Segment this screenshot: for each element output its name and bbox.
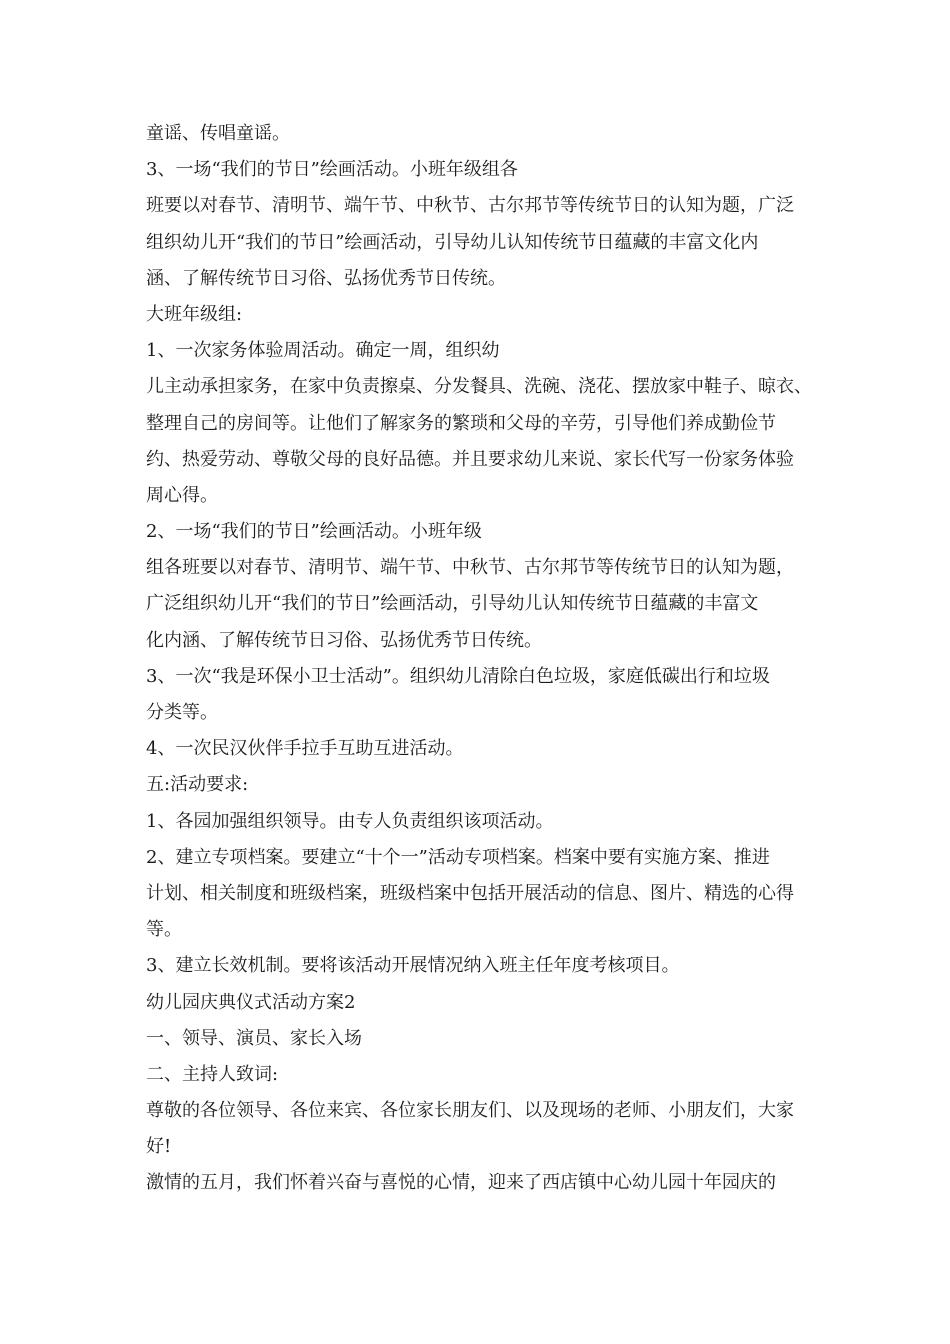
text-line: 3、一次“我是环保小卫士活动”。组织幼儿清除白色垃圾，家庭低碳出行和垃圾	[146, 665, 770, 687]
text-line: 4、一次民汉伙伴手拉手互助互进活动。	[146, 738, 464, 760]
text-line: 3、一场“我们的节日”绘画活动。小班年级组各	[146, 159, 518, 181]
text-line: 等。	[146, 919, 182, 941]
text-line: 整理自己的房间等。让他们了解家务的繁琐和父母的辛劳，引导他们养成勤俭节	[146, 412, 776, 434]
text-line: 约、热爱劳动、尊敬父母的良好品德。并且要求幼儿来说、家长代写一份家务体验	[146, 448, 794, 470]
document-subtitle: 幼儿园庆典仪式活动方案2	[146, 991, 356, 1013]
text-line: 一、领导、演员、家长入场	[146, 1027, 362, 1049]
text-line: 涵、了解传统节日习俗、弘扬优秀节日传统。	[146, 267, 506, 289]
text-line: 1、各园加强组织领导。由专人负责组织该项活动。	[146, 810, 554, 832]
text-line: 二、主持人致词:	[146, 1063, 279, 1085]
text-line: 2、一场“我们的节日”绘画活动。小班年级	[146, 521, 482, 543]
text-line: 2、建立专项档案。要建立“十个一”活动专项档案。档案中要有实施方案、推进	[146, 846, 770, 868]
text-line: 化内涵、了解传统节日习俗、弘扬优秀节日传统。	[146, 629, 542, 651]
section-heading: 五:活动要求:	[146, 774, 249, 796]
text-line: 广泛组织幼儿开“我们的节日”绘画活动，引导幼儿认知传统节日蕴藏的丰富文	[146, 593, 759, 615]
document-body	[146, 116, 816, 1202]
text-line: 1、一次家务体验周活动。确定一周，组织幼	[146, 340, 500, 362]
section-heading: 大班年级组:	[146, 303, 243, 325]
text-line: 儿主动承担家务，在家中负责擦桌、分发餐具、洗碗、浇花、摆放家中鞋子、晾衣、	[146, 376, 812, 398]
text-line: 好!	[146, 1136, 172, 1158]
text-line: 分类等。	[146, 702, 218, 723]
text-line: 组各班要以对春节、清明节、端午节、中秋节、古尔邦节等传统节日的认知为题，	[146, 557, 794, 579]
text-line: 周心得。	[146, 484, 218, 506]
text-line: 班要以对春节、清明节、端午节、中秋节、古尔邦节等传统节日的认知为题，广泛	[146, 195, 794, 217]
text-line: 组织幼儿开“我们的节日”绘画活动，引导幼儿认知传统节日蕴藏的丰富文化内	[146, 231, 759, 253]
text-line: 激情的五月，我们怀着兴奋与喜悦的心情，迎来了西店镇中心幼儿园十年园庆的	[146, 1172, 776, 1194]
text-line: 计划、相关制度和班级档案，班级档案中包括开展活动的信息、图片、精选的心得	[146, 882, 794, 904]
text-line: 3、建立长效机制。要将该活动开展情况纳入班主任年度考核项目。	[146, 955, 680, 977]
text-line: 童谣、传唱童谣。	[146, 123, 290, 144]
text-line: 尊敬的各位领导、各位来宾、各位家长朋友们、以及现场的老师、小朋友们，大家	[146, 1100, 794, 1122]
